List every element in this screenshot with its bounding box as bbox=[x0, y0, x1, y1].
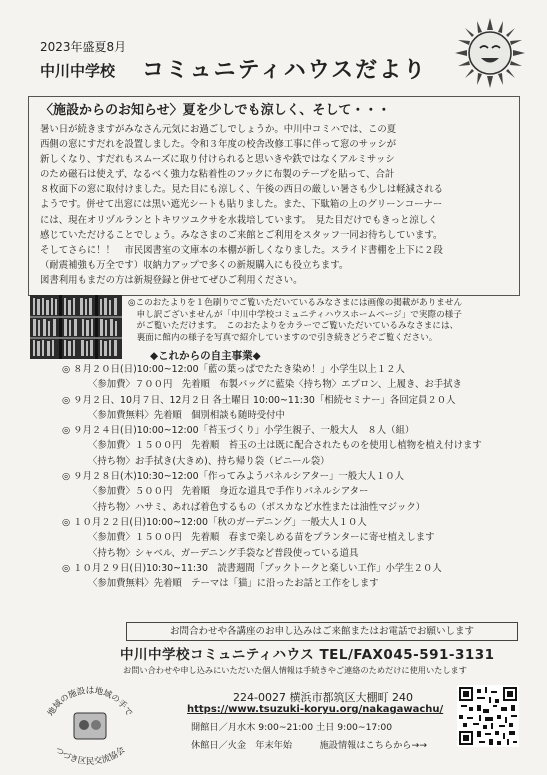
emblem-top-text: 地域の施設は地域の手で bbox=[46, 686, 134, 719]
event-detail: 〈持ち物〉ハサミ、あれば着色するもの（ポスカなど水性または油性マジック） bbox=[88, 501, 426, 513]
sun-icon bbox=[455, 18, 525, 88]
event-detail: 〈参加費〉１５００円 先着順 春まで楽しめる苗をプランターに寄せ植えします bbox=[88, 532, 435, 544]
qr-code[interactable] bbox=[457, 685, 519, 747]
event-detail: 〈参加費〉７００円 先着順 布製バッグに藍染〈持ち物〉エプロン、上履き、お手拭き bbox=[88, 379, 462, 391]
community-house-phone: 中川中学校コミュニティハウス TEL/FAX045-591-3131 bbox=[120, 647, 495, 663]
event-detail: 〈参加費無料〉先着順 個別相談も随時受付中 bbox=[88, 409, 285, 421]
website-link[interactable]: https://www.tsuzuki-koryu.org/nakagawachu/ bbox=[187, 704, 444, 715]
contact-instructions: お問合わせや各講座のお申し込みはご来館またはお電話でお願いします bbox=[126, 622, 518, 641]
event-title: ◎ ９月２４日(日)10:00~12:00「苔玉づくり」小学生親子、一般大人 ８人（組） bbox=[62, 425, 415, 437]
event-detail: 〈持ち物〉お手拭き(大きめ)、持ち帰り袋（ビニール袋） bbox=[88, 455, 330, 467]
notice-heading: 〈施設からのお知らせ〉夏を少しでも涼しく、そして・・・ bbox=[40, 103, 391, 118]
notice-body: 暑い日が続きますがみなさん元気にお過ごしでしょうか。中川中コミハでは、この夏 西側の窓にすだれを設置しました。令和３年度の校舎改修工事に伴って窓のサッシが 新しくなり、すだれもスムーズに取り付けられると思いきや鉄ではなくアルミサッシ のため磁石は使えず、なるべく強力な粘着性のフックに布製のテープを貼って、合計 ８枚面下の窓に取付けました。見た目にも涼しく、午後の西日の厳しい暑さも少しは軽減される ようです。併せて出窓には黒い遮光シートも貼りました。また、下駄箱の上のグリーンコーナー には、現在オリヅルランとトキワツユクサを水栽培しています。 見た目だけでもきっと涼しく 感じていただけることでしょう。みなさまのご来館とご利用をスタッフ一同お待ちしています。 そしてさらに！！ 市民図書室の文庫本の本棚が新しくなりました。スライド書棚を上下に２段 （耐震補強も万全です）収納力アップで多くの新規購入にも役立ちます。 図書利用もまだの方は新規登録と併せてぜひご利用ください。 bbox=[40, 124, 443, 286]
privacy-note: お問い合わせや申し込みにいただいた個人情報は手続きやご連絡のためだけに使用いたします bbox=[123, 665, 467, 675]
closed-days: 休館日／火金 年末年始 施設情報はこちらから→→ bbox=[191, 740, 427, 751]
newsletter-title: コミュニティハウスだより bbox=[142, 58, 428, 83]
event-detail: 〈参加費〉５００円 先着順 身近な道具で手作りパネルシアター bbox=[88, 486, 369, 498]
event-item bbox=[62, 561, 532, 592]
monochrome-note: ◎このおたよりを１色刷りでご覧いただいているみなさまには画像の掲載がありません 申し訳ございませんが「中川中学校コミュニティハウスホームページ」で実際の様子 がご覧いただけます。 このおたよりをカラーでご覧いただいているみなさまには、 裏面に館内の様子を写真で紹介していますので引き続きどうぞご覧ください。 bbox=[128, 298, 463, 343]
events-heading: ◆これからの自主事業◆ bbox=[150, 350, 261, 362]
emblem-bottom-text: つづき区民交流協会 bbox=[52, 745, 128, 767]
event-title: ◎ １０月２２日(日)10:00~12:00「秋のガーデニング」一般大人１０人 bbox=[62, 516, 367, 528]
event-detail: 〈参加費〉１５００円 先着順 苔玉の土は既に配合されたものを使用し植物を植え付けます bbox=[88, 440, 482, 452]
opening-hours: 開館日／月水木 9:00~21:00 土日 9:00~17:00 bbox=[191, 722, 393, 733]
event-title: ◎ ９月２日、10月７日、12月２日 各土曜日 10:00~11:30「相続セミナー」各回定員２０人 bbox=[62, 394, 456, 406]
event-detail: 〈参加費無料〉先着順 テーマは「猫」に沿ったお話と工作をします bbox=[88, 578, 379, 590]
event-item bbox=[62, 393, 532, 424]
event-title: ◎ １０月２９日(日)10:30~11:30 読書週間「ブックトークと楽しい工作」小学生２０人 bbox=[62, 562, 442, 574]
svg-text:つづき区民交流協会 bbox=[53, 744, 128, 767]
events-list bbox=[62, 362, 532, 591]
event-item bbox=[62, 515, 532, 561]
school-name: 中川中学校 bbox=[40, 62, 116, 80]
event-title: ◎ ９月２８日(木)10:30~12:00「作ってみようパネルシアター」一般大人１０人 bbox=[62, 471, 404, 483]
event-item bbox=[62, 423, 532, 469]
event-detail: 〈持ち物〉シャベル、ガーデニング手袋など普段使っている道具 bbox=[88, 547, 359, 559]
bookshelf-image bbox=[30, 295, 122, 359]
issue-date: 2023年盛夏8月 bbox=[40, 40, 127, 54]
event-title: ◎ ８月２０日(日)10:00~12:00「藍の葉っぱでたたき染め！」小学生以上１２人 bbox=[62, 364, 405, 375]
event-item bbox=[62, 469, 532, 515]
event-item bbox=[62, 362, 532, 393]
address: 224-0027 横浜市都筑区大棚町 240 bbox=[233, 691, 413, 704]
association-emblem bbox=[36, 683, 144, 771]
